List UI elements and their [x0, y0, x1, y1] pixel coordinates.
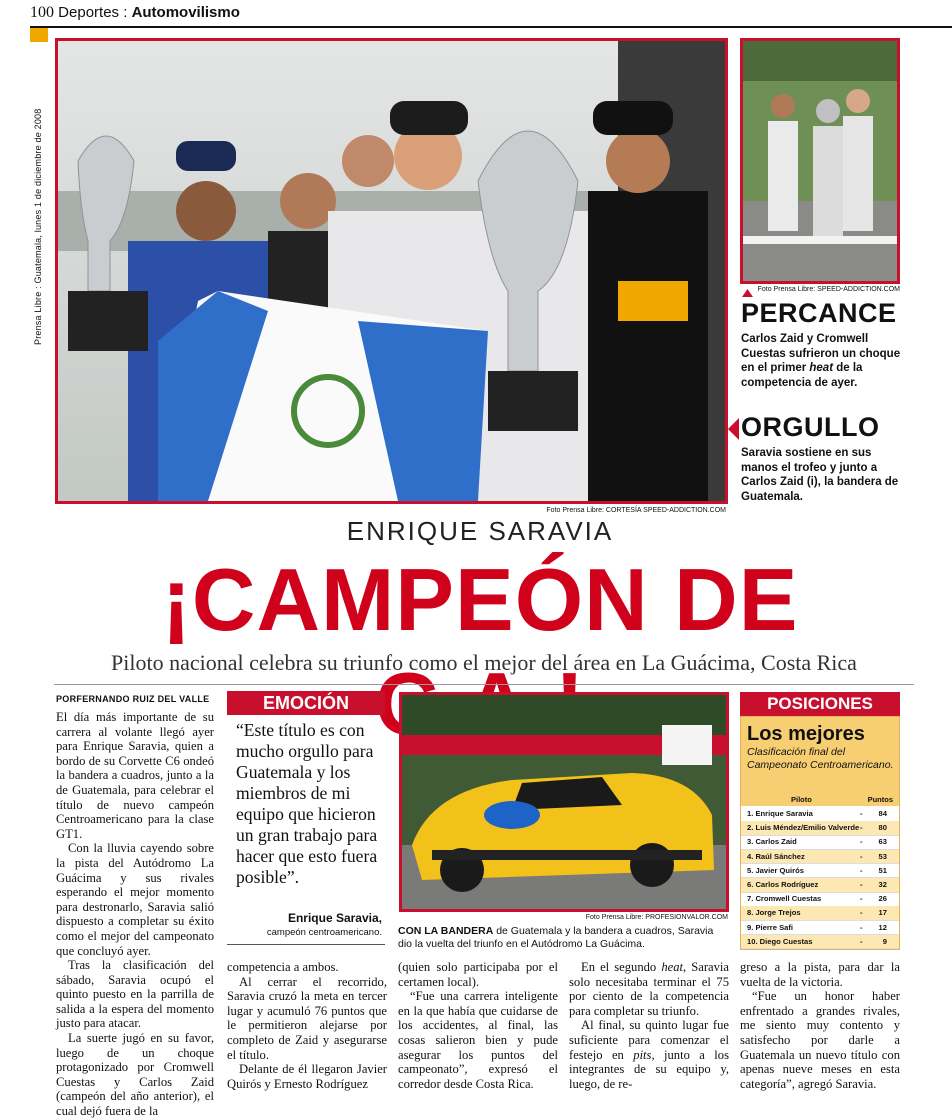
orgullo-text: Saravia sostiene en sus manos el trofeo y junto a Carlos Zaid (i), la bandera de Guatemala. — [741, 447, 899, 503]
page-number: 100 — [30, 4, 54, 21]
side-photo-credit: Foto Prensa Libre: SPEED-ADDICTION.COM — [757, 286, 900, 293]
caption-text: de Guatemala y la bandera a cuadros, Saravia dio la vuelta del triunfo en el Autódromo La Guácima. — [398, 925, 714, 950]
percance-text-a: Carlos Zaid y Cromwell Cuestas sufrieron un choque en el primer — [741, 333, 901, 374]
driver-points: 84 — [878, 809, 887, 818]
row-dash: - — [860, 865, 863, 875]
driver-points: 53 — [878, 851, 887, 861]
table-row — [741, 864, 899, 879]
section-name: Deportes — [58, 4, 120, 21]
car-photo-credit: Foto Prensa Libre: PROFESIONVALOR.COM — [585, 914, 728, 921]
table-row — [741, 935, 899, 950]
driver-name: 4. Raúl Sánchez — [747, 851, 805, 861]
header-separator: : — [123, 4, 128, 21]
driver-name: 7. Cromwell Cuestas — [747, 894, 822, 904]
quote-author: Enrique Saravia, — [287, 911, 382, 925]
driver-points: 32 — [878, 880, 887, 889]
row-dash: - — [860, 823, 863, 833]
driver-points: 17 — [878, 908, 887, 918]
paragraph: Al cerrar el recorrido, Saravia cruzó la meta en tercer lugar y acumuló 76 puntos que le permitieron alejarse por completo de Zaid y asegurarse el título. — [227, 974, 387, 1062]
row-dash: - — [860, 922, 863, 932]
side-photo — [740, 38, 900, 284]
percance-heading: PERCANCE — [741, 298, 897, 328]
driver-name: 2. Luis Méndez/Emilio Valverde — [747, 823, 860, 833]
pull-quote: “Este título es con mucho orgullo para Guatemala y los miembros de mi equipo que hicieron un gran trabajo para hacer que esto fuera posible”. — [236, 720, 378, 887]
credit-arrow-icon — [742, 284, 753, 292]
byline-name: FERNANDO RUIZ DEL VALLE — [76, 694, 210, 704]
driver-name: 6. Carlos Rodríguez — [747, 880, 819, 889]
article-column-3 — [398, 960, 558, 1091]
page-header — [30, 2, 952, 28]
driver-name: 9. Pierre Safi — [747, 922, 794, 932]
table-row — [741, 807, 899, 822]
text-span: En el segundo — [581, 960, 662, 974]
table-row — [741, 850, 899, 865]
positions-subtitle: Clasificación final del Campeonato Centroamericano. — [747, 746, 894, 771]
percance-text — [741, 332, 901, 390]
table-row — [741, 921, 899, 936]
quote-role: campeón centroamericano. — [266, 927, 382, 938]
row-dash: - — [860, 936, 863, 946]
table-row — [741, 878, 899, 893]
paragraph: competencia a ambos. — [227, 960, 339, 974]
row-dash: - — [860, 851, 863, 861]
text-italic: heat — [661, 960, 683, 974]
article-column-5 — [740, 960, 900, 1091]
row-dash: - — [860, 880, 863, 889]
table-row — [741, 821, 899, 836]
article-column-1 — [56, 710, 214, 1119]
driver-name: 10. Diego Cuestas — [747, 936, 813, 946]
driver-name: 1. Enrique Saravia — [747, 809, 813, 818]
row-dash: - — [860, 809, 863, 818]
paragraph: La suerte jugó en su favor, luego de un choque protagonizado por Cromwell Cuestas y Carlos Zaid (campeón del año anterior), el cual dejó fuera de la — [56, 1031, 214, 1119]
byline-prefix: POR — [56, 694, 77, 704]
driver-points: 63 — [878, 837, 887, 847]
paragraph: Con la lluvia cayendo sobre la pista del Autódromo La Guácima y sus rivales esperando el mejor momento para destronarlo, Saravia salió dispuesto a completar su éxito como el mejor del campeonato que concluyó ayer. — [56, 841, 214, 958]
positions-table-header — [741, 793, 899, 806]
crash-scene-illustration — [743, 41, 897, 281]
car-photo — [399, 692, 729, 912]
caption-lead: CON LA BANDERA — [398, 925, 494, 937]
positions-title: Los mejores — [747, 723, 865, 745]
positions-label: POSICIONES — [740, 692, 900, 716]
table-row — [741, 835, 899, 850]
byline — [56, 694, 216, 704]
paragraph: Delante de él llegaron Javier Quirós y Ernesto Rodríguez — [227, 1062, 387, 1091]
percance-text-italic: heat — [809, 362, 834, 374]
driver-points: 26 — [878, 894, 887, 904]
dateline-text: Prensa Libre : Guatemala, lunes 1 de diciembre de 2008 — [33, 108, 43, 345]
table-row — [741, 892, 899, 907]
text-italic: pits — [633, 1047, 652, 1062]
car-caption — [398, 925, 728, 951]
paragraph: greso a la pista, para dar la vuelta de la victoria. — [740, 960, 900, 989]
row-dash: - — [860, 894, 863, 904]
race-car-illustration — [402, 695, 726, 909]
table-row — [741, 906, 899, 921]
paragraph: (quien solo participaba por el certamen local). — [398, 960, 558, 989]
headline: ¡CAMPEÓN DE — [161, 550, 799, 649]
driver-points: 80 — [878, 823, 887, 833]
percance-text-b: de la competencia de ayer. — [741, 362, 863, 389]
driver-name: 8. Jorge Trejos — [747, 908, 801, 918]
col-header-points: Puntos — [867, 795, 893, 804]
orgullo-heading: ORGULLO — [741, 412, 880, 442]
paragraph: El día más importante de su carrera al volante llegó ayer para Enrique Saravia, quien a bordo de su Corvette C6 ondeó la bandera a cuadros, junto a la de Guatemala, para celebrar el título de nuevo campeón Centroamericano para la clase GT1. — [56, 710, 214, 841]
quote-divider — [227, 944, 385, 945]
paragraph: “Fue una carrera inteligente en la que había que cuidarse de los accidentes, al final, las cosas salieron bien y pude asegurar los puntos del campeonato”, expresó el corredor desde Costa Rica. — [398, 989, 558, 1091]
article-column-2 — [227, 960, 387, 1091]
paragraph: “Fue un honor haber enfrentado a grandes rivales, me siento muy contento y satisfecho por darle a Guatemala un nuevo título con apenas nueve meses en esta categoría”, agregó Saravia. — [740, 989, 900, 1091]
main-photo-credit: Foto Prensa Libre: CORTESÍA SPEED-ADDICTION.COM — [546, 507, 726, 514]
article-column-4 — [569, 960, 729, 1091]
driver-points: 12 — [878, 922, 887, 932]
main-photo — [55, 38, 728, 504]
row-dash: - — [860, 908, 863, 918]
pointer-triangle-icon — [728, 418, 742, 440]
vertical-dateline — [30, 48, 46, 348]
row-dash: - — [860, 837, 863, 847]
text-span: Al final, su quinto lugar fue suficiente para comenzar el festejo en — [569, 1018, 729, 1062]
subsection-name: Automovilismo — [131, 4, 240, 21]
driver-name: 3. Carlos Zaid — [747, 837, 797, 847]
driver-points: 51 — [878, 865, 887, 875]
driver-points: 9 — [882, 936, 887, 946]
kicker: ENRIQUE SARAVIA — [346, 516, 614, 546]
driver-name: 5. Javier Quirós — [747, 865, 804, 875]
podium-celebration-illustration — [58, 41, 725, 501]
deck: Piloto nacional celebra su triunfo como el mejor del área en La Guácima, Costa Rica — [111, 650, 857, 675]
divider — [54, 684, 914, 685]
text-span: , junto a los integrantes de su equipo y, luego, de re- — [569, 1047, 729, 1091]
emocion-label: EMOCIÓN — [227, 691, 385, 715]
section-tab-marker — [30, 28, 48, 42]
text-span: , Saravia solo necesitaba terminar el 75 por ciento de la competencia para completar su triunfo. — [569, 960, 729, 1018]
paragraph: Tras la clasificación del sábado, Saravia ocupó el quinto puesto en la parrilla de salida a la espera del momento justo para atacar. — [56, 958, 214, 1031]
col-header-driver: Piloto — [791, 795, 812, 804]
